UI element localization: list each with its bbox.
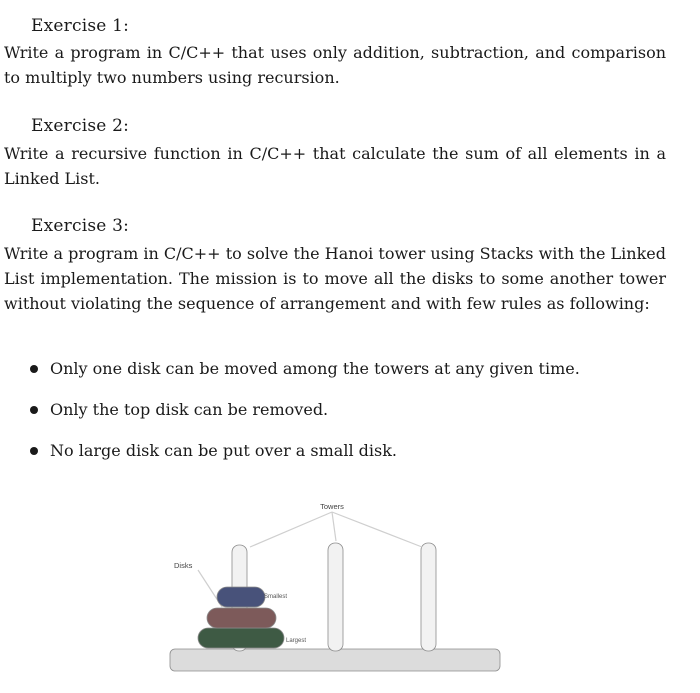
exercise-1-text: Write a program in C/C++ that uses only addition, subtraction, and comparison to multiply two numbers using recursion. xyxy=(4,43,666,87)
towers-label: Towers xyxy=(320,502,344,511)
rule-item xyxy=(28,357,580,398)
rule-item xyxy=(28,439,580,480)
exercise-1-title: Exercise 1: xyxy=(31,16,130,36)
disks-label: Disks xyxy=(174,561,193,570)
exercise-2-text: Write a recursive function in C/C++ that calculate the sum of all elements in a Linked List. xyxy=(4,144,666,188)
towers-callout-line xyxy=(332,512,336,541)
hanoi-tower-diagram xyxy=(160,495,510,680)
bullet-dot-icon xyxy=(30,447,38,455)
towers-callout-line xyxy=(332,512,422,547)
rule-item xyxy=(28,398,580,439)
bullet-dot-icon xyxy=(30,365,38,373)
rule-text: No large disk can be put over a small disk. xyxy=(50,441,398,460)
disk-medium xyxy=(207,608,276,628)
exercise-3-text: Write a program in C/C++ to solve the Hanoi tower using Stacks with the Linked List implementation. The mission is to move all the disks to some another tower without violating the sequence of arrangement and with few rules as following: xyxy=(4,244,666,313)
rules-list xyxy=(28,357,580,480)
rule-text: Only one disk can be moved among the towers at any given time. xyxy=(50,359,580,378)
exercise-2-title: Exercise 2: xyxy=(31,116,130,136)
tower-rod-middle xyxy=(328,543,343,651)
bullet-dot-icon xyxy=(30,406,38,414)
disk-smallest xyxy=(217,587,265,607)
tower-base xyxy=(170,649,500,671)
towers-callout-line xyxy=(250,512,332,547)
exercise-3-title: Exercise 3: xyxy=(31,216,130,236)
tower-rod-right xyxy=(421,543,436,651)
largest-label: Largest xyxy=(286,638,307,644)
rule-text: Only the top disk can be removed. xyxy=(50,400,329,419)
disk-largest xyxy=(198,628,284,648)
smallest-label: Smallest xyxy=(264,594,288,600)
